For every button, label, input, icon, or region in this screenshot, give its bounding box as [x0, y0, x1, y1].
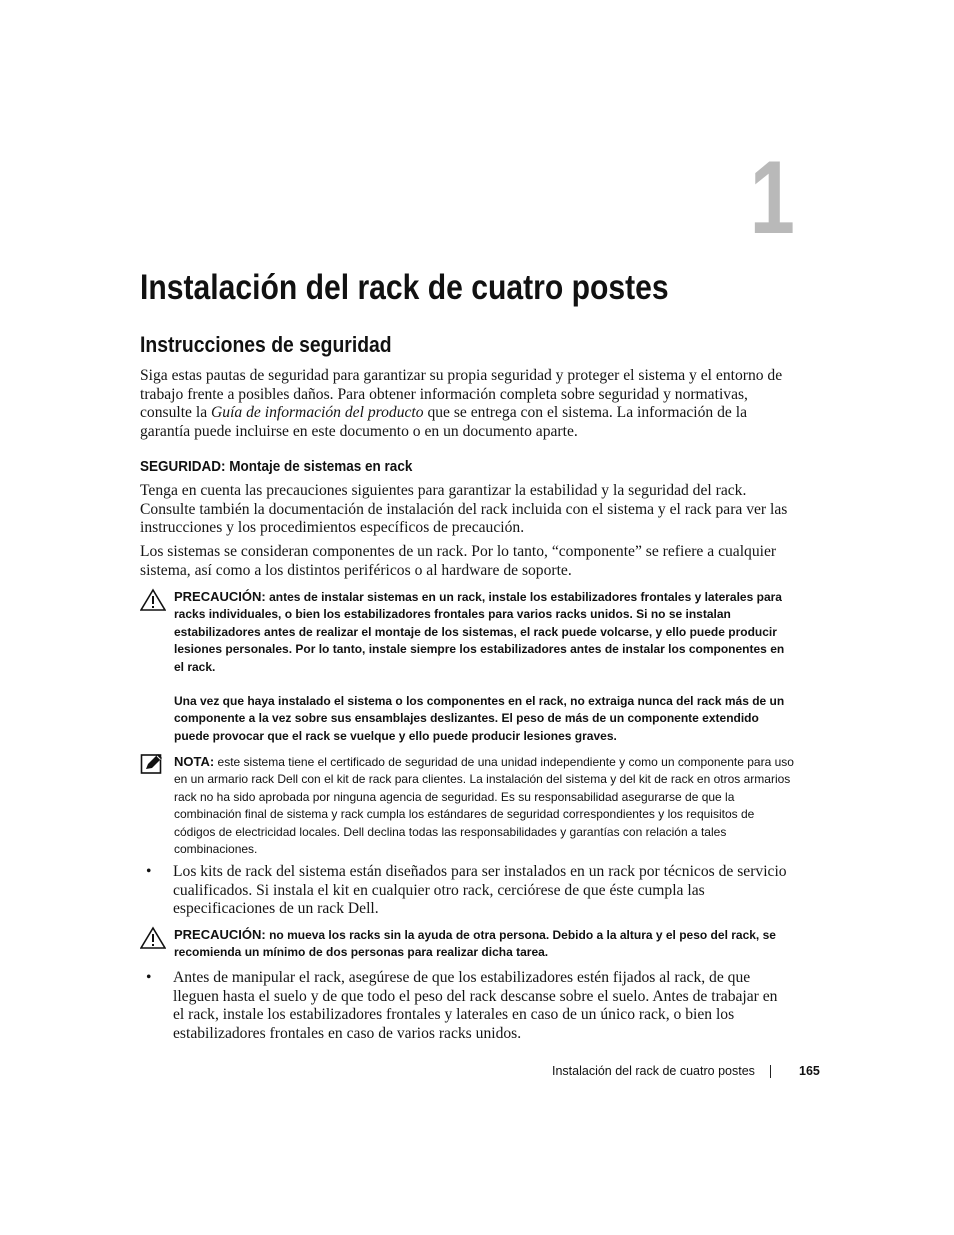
caution-text-2: Una vez que haya instalado el sistema o los componentes en el rack, no extraiga nunca del rack más de un componente a la vez sobre sus ensamblajes deslizantes. El peso de más de un componente extendido puede provocar que el rack se vuelque y ello puede producir lesiones graves.	[174, 694, 785, 743]
caution-body: no mueva los racks sin la ayuda de otra persona. Debido a la altura y el peso del rack, se recomienda un mínimo de dos personas para realizar dicha tarea.	[174, 928, 776, 960]
subsection-title: SEGURIDAD: Montaje de sistemas en rack	[140, 458, 413, 475]
footer-separator	[770, 1065, 771, 1078]
bullet-marker: •	[146, 863, 152, 880]
note-label: NOTA:	[174, 754, 215, 769]
caution-text	[174, 926, 794, 962]
warning-triangle-icon	[140, 926, 166, 955]
note-body: este sistema tiene el certificado de seguridad de una unidad independiente y como un componente para uso en un armario rack Dell con el kit de rack para clientes. La instalación del sistema y del kit de rack en otros armarios rack no ha sido aprobada por ninguna agencia de seguridad. Es su responsabilidad asegurarse de que la combinación final de sistema y rack cumpla los estándares de seguridad correspondientes y los requisitos de códigos de electricidad locales. Dell declina todas las responsabilidades y garantías con relación a tales combinaciones.	[174, 755, 794, 857]
list-item-text: Antes de manipular el rack, asegúrese de que los estabilizadores estén fijados al rack, de que lleguen hasta el suelo y de que todo el peso del rack descanse sobre el suelo. Antes de trabajar en el rack, instale los estabilizadores frontales y laterales en caso de un único rack, o bien los estabilizadores frontales en caso de varios racks unidos.	[173, 969, 778, 1042]
caution-body: antes de instalar sistemas en un rack, instale los estabilizadores frontales y laterales para racks individuales, o bien los estabilizadores frontales para varios racks unidos. Si no se instalan estabilizadores antes de realizar el montaje de los sistemas, el rack puede volcarse, y ello puede producir lesiones personales. Por lo tanto, instale siempre los estabilizadores antes de instalar los componentes en el rack.	[174, 590, 785, 674]
bullet-marker: •	[146, 969, 152, 986]
page-footer	[552, 1062, 822, 1080]
footer-chapter-title: Instalación del rack de cuatro postes	[552, 1064, 755, 1078]
section-title: Instrucciones de seguridad	[140, 332, 392, 357]
chapter-number: 1	[749, 140, 795, 256]
intro-text-start: Siga estas pautas de seguridad para garantizar su propia seguridad y proteger el sistema y el entorno de trabajo frente a posibles daños. Para obtener información completa sobre seguridad y normativas, consulte la	[140, 367, 783, 421]
components-paragraph: Los sistemas se consideran componentes de un rack. Por lo tanto, “componente” se refiere a cualquier sistema, así como a los distintos periféricos o al hardware de soporte.	[140, 543, 777, 579]
list-item-text: Los kits de rack del sistema están diseñados para ser instalados en un rack por técnicos de servicio cualificados. Si instala el kit en cualquier otro rack, cerciórese de que éste cumpla las especificaciones de un rack Dell.	[173, 863, 787, 917]
product-guide-title: Guía de información del producto	[211, 404, 424, 421]
safety-intro-paragraph	[140, 367, 790, 441]
warning-triangle-icon	[140, 588, 166, 617]
caution-label: PRECAUCIÓN:	[174, 589, 266, 604]
rack-safety-paragraph: Tenga en cuenta las precauciones siguientes para garantizar la estabilidad y la seguridad del rack. Consulte también la documentación de instalación del rack incluida con el sistema y el rack para ver las instrucciones y los procedimientos específicos de precaución.	[140, 482, 788, 536]
intro-text-end: que se entrega con el sistema. La información de la garantía puede incluirse en este documento o en un documento aparte.	[140, 404, 747, 440]
caution-text	[174, 588, 794, 676]
chapter-title: Instalación del rack de cuatro postes	[140, 268, 669, 307]
page-number: 165	[799, 1064, 820, 1078]
note-text	[174, 753, 794, 858]
note-pencil-icon	[140, 753, 164, 780]
caution-label: PRECAUCIÓN:	[174, 927, 266, 942]
